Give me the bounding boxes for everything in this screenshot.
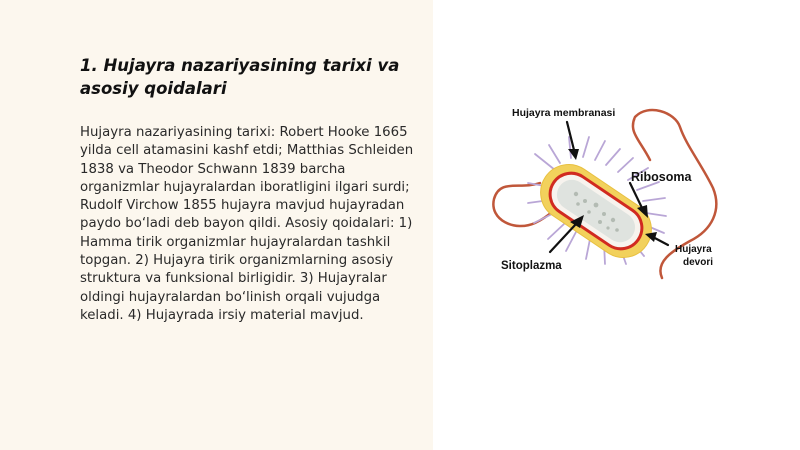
label-ribosome: Ribosoma	[631, 170, 692, 184]
label-wall-line1: Hujayra	[675, 244, 712, 255]
slide-title: 1. Hujayra nazariyasining tarixi va asosiy qoidalari	[80, 56, 400, 98]
label-membrane: Hujayra membranasi	[512, 107, 616, 119]
arrow-membrane-head	[568, 149, 579, 160]
label-wall-line2: devori	[683, 257, 714, 268]
label-cytoplasm: Sitoplazma	[501, 260, 562, 272]
slide-body-text: Hujayra nazariyasining tarixi: Robert Hooke 1665 yilda cell atamasini kashf etdi; Matthias Schleiden 1838 va Theodor Schwann 1839 barcha organizmlar hujayralardan iboratligini ilgari surdi; Rudolf Virchow 1855 hujayra mavjud hujayradan paydo bo‘ladi deb bayon qildi. Asosiy qoidalari: 1) Hamma tirik organizmlar hujayralardan tashkil topgan. 2) Hujayra tirik organizmlarning asosiy struktura va funksional birligidir. 3) Hujayralar oldingi hujayralardan bo‘linish orqali vujudga keladi. 4) Hujayrada irsiy material mavjud.	[80, 125, 414, 323]
bacterial-cell-diagram	[475, 95, 755, 295]
